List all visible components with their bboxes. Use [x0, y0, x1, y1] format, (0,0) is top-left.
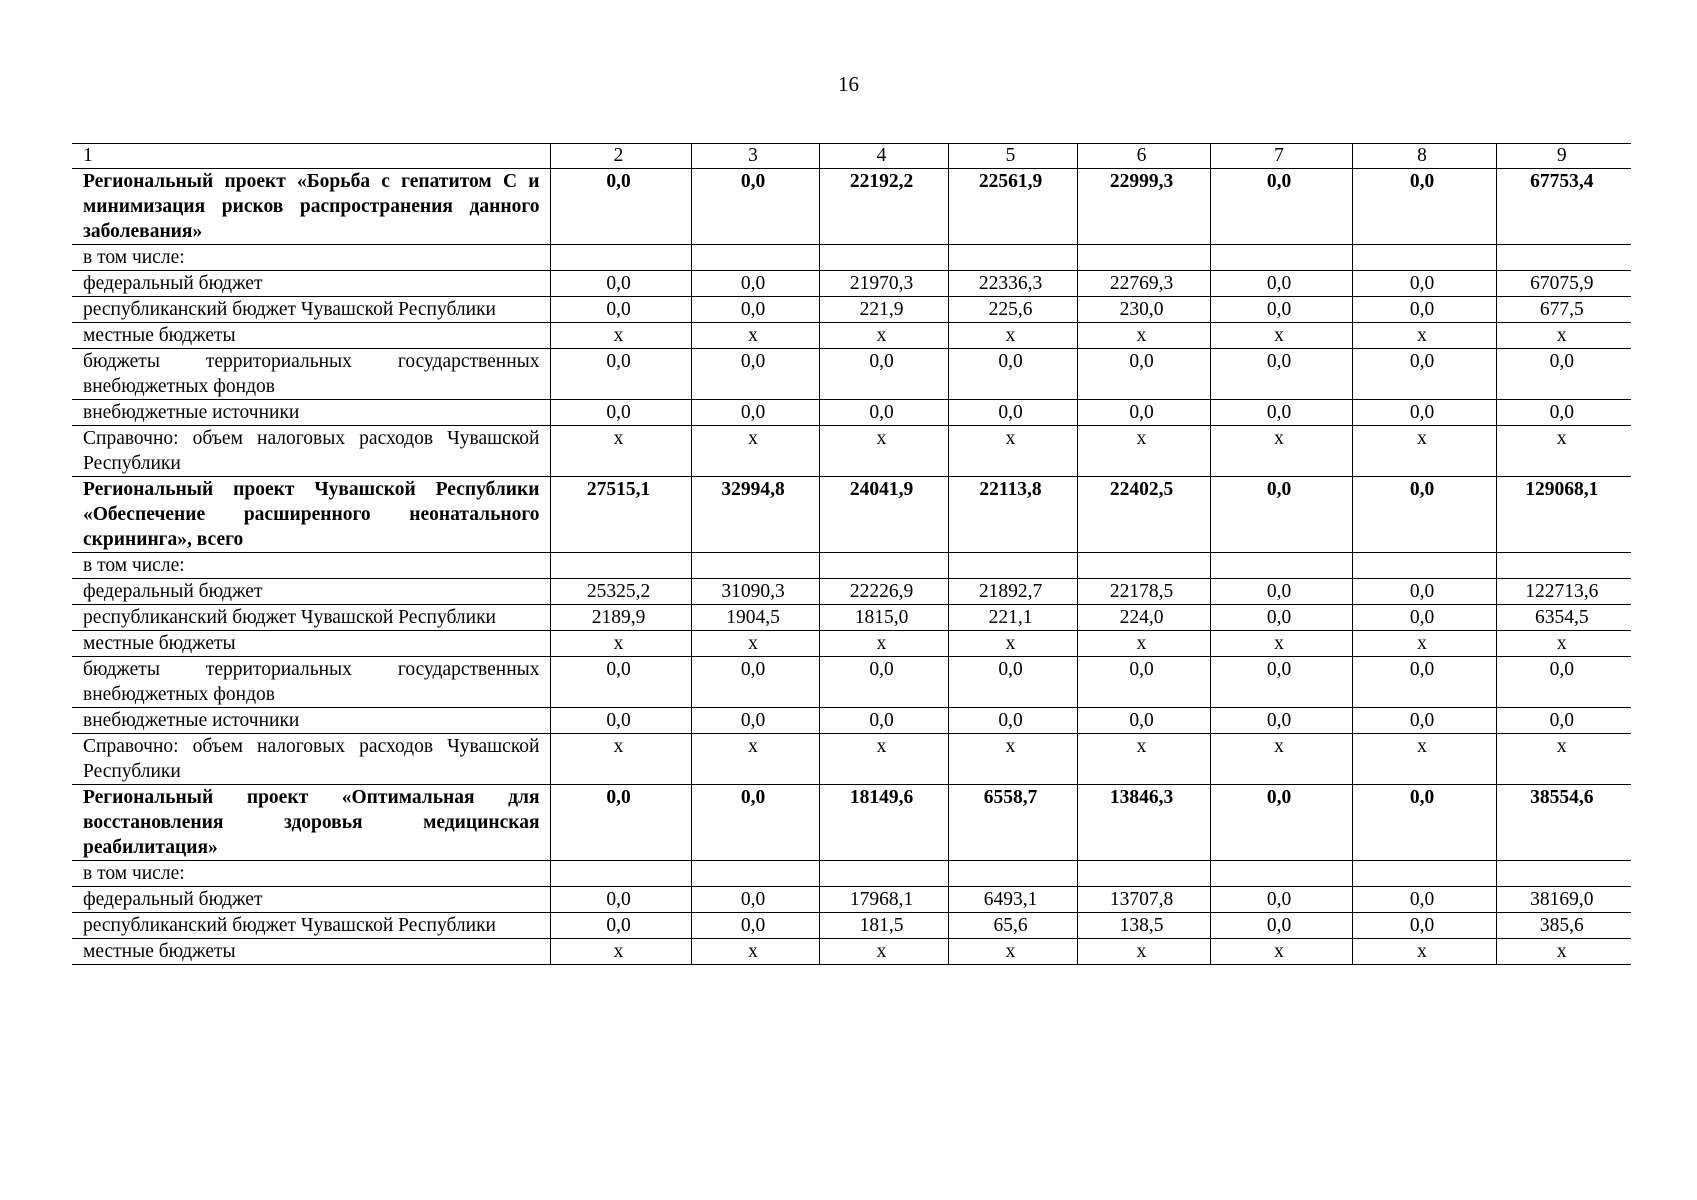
cell-value: 0,0: [1210, 169, 1352, 245]
cell-value: 0,0: [1352, 297, 1496, 323]
project-total-row: [72, 785, 1631, 861]
cell-value: 22769,3: [1077, 271, 1210, 297]
cell-value: х: [948, 939, 1077, 965]
row-label: местные бюджеты: [72, 631, 550, 657]
cell-value: 6493,1: [948, 887, 1077, 913]
cell-value: 0,0: [1210, 271, 1352, 297]
cell-value: х: [1210, 734, 1352, 785]
row-label: бюджеты территориальных государственных внебюджетных фондов: [72, 349, 550, 400]
cell-value: 0,0: [819, 400, 948, 426]
cell-value: х: [1077, 323, 1210, 349]
row-label: внебюджетные источники: [72, 708, 550, 734]
cell-value: 385,6: [1496, 913, 1631, 939]
table-row: [72, 708, 1631, 734]
cell-value: х: [819, 734, 948, 785]
cell-value: х: [948, 631, 1077, 657]
table-row: [72, 657, 1631, 708]
project-total-row: [72, 169, 1631, 245]
subheading-row: [72, 861, 1631, 887]
cell-value: 0,0: [550, 887, 691, 913]
cell-value: [691, 861, 819, 887]
cell-value: 0,0: [550, 708, 691, 734]
cell-value: 0,0: [1496, 349, 1631, 400]
row-label: Региональный проект «Оптимальная для восстановления здоровья медицинская реабилитация»: [72, 785, 550, 861]
cell-value: [819, 553, 948, 579]
cell-value: 25325,2: [550, 579, 691, 605]
row-label: Справочно: объем налоговых расходов Чувашской Республики: [72, 734, 550, 785]
cell-value: 0,0: [1210, 349, 1352, 400]
cell-value: 0,0: [691, 271, 819, 297]
column-header: 3: [691, 144, 819, 169]
cell-value: 22178,5: [1077, 579, 1210, 605]
cell-value: х: [948, 426, 1077, 477]
cell-value: 0,0: [1210, 913, 1352, 939]
cell-value: 0,0: [1352, 913, 1496, 939]
cell-value: 0,0: [948, 400, 1077, 426]
cell-value: 22561,9: [948, 169, 1077, 245]
cell-value: 21970,3: [819, 271, 948, 297]
cell-value: х: [1496, 734, 1631, 785]
cell-value: [1210, 245, 1352, 271]
subheading-row: [72, 553, 1631, 579]
cell-value: х: [691, 734, 819, 785]
column-header: 9: [1496, 144, 1631, 169]
cell-value: 0,0: [1352, 579, 1496, 605]
cell-value: 0,0: [1496, 708, 1631, 734]
cell-value: 129068,1: [1496, 477, 1631, 553]
cell-value: 21892,7: [948, 579, 1077, 605]
cell-value: 181,5: [819, 913, 948, 939]
cell-value: 0,0: [1352, 708, 1496, 734]
cell-value: х: [948, 734, 1077, 785]
table-row: [72, 426, 1631, 477]
cell-value: 13846,3: [1077, 785, 1210, 861]
budget-table: [72, 143, 1631, 965]
cell-value: 24041,9: [819, 477, 948, 553]
cell-value: 32994,8: [691, 477, 819, 553]
row-label: Региональный проект «Борьба с гепатитом С и минимизация рисков распространения данного заболевания»: [72, 169, 550, 245]
cell-value: 0,0: [691, 708, 819, 734]
cell-value: 6354,5: [1496, 605, 1631, 631]
cell-value: 17968,1: [819, 887, 948, 913]
cell-value: 0,0: [691, 657, 819, 708]
row-label: федеральный бюджет: [72, 271, 550, 297]
row-label: в том числе:: [72, 861, 550, 887]
cell-value: [550, 553, 691, 579]
cell-value: 22113,8: [948, 477, 1077, 553]
column-header: 6: [1077, 144, 1210, 169]
cell-value: 0,0: [550, 271, 691, 297]
cell-value: 0,0: [691, 887, 819, 913]
row-label: в том числе:: [72, 553, 550, 579]
cell-value: 0,0: [948, 349, 1077, 400]
cell-value: х: [691, 631, 819, 657]
cell-value: 22192,2: [819, 169, 948, 245]
cell-value: х: [691, 323, 819, 349]
cell-value: х: [819, 323, 948, 349]
cell-value: х: [1352, 631, 1496, 657]
column-header: 1: [72, 144, 550, 169]
cell-value: 677,5: [1496, 297, 1631, 323]
table-row: [72, 297, 1631, 323]
cell-value: 6558,7: [948, 785, 1077, 861]
cell-value: 22402,5: [1077, 477, 1210, 553]
table-row: [72, 323, 1631, 349]
cell-value: 27515,1: [550, 477, 691, 553]
cell-value: [948, 553, 1077, 579]
cell-value: 0,0: [1210, 605, 1352, 631]
cell-value: х: [1352, 939, 1496, 965]
row-label: республиканский бюджет Чувашской Республики: [72, 913, 550, 939]
cell-value: [1210, 553, 1352, 579]
cell-value: х: [819, 631, 948, 657]
table-row: [72, 605, 1631, 631]
cell-value: 22226,9: [819, 579, 948, 605]
cell-value: 0,0: [1210, 297, 1352, 323]
cell-value: [1352, 861, 1496, 887]
cell-value: 0,0: [1210, 400, 1352, 426]
cell-value: [1210, 861, 1352, 887]
cell-value: 31090,3: [691, 579, 819, 605]
cell-value: [1352, 245, 1496, 271]
cell-value: [1352, 553, 1496, 579]
cell-value: 0,0: [1496, 657, 1631, 708]
table-row: [72, 400, 1631, 426]
cell-value: 0,0: [691, 400, 819, 426]
cell-value: 0,0: [1077, 657, 1210, 708]
cell-value: [1077, 861, 1210, 887]
cell-value: 2189,9: [550, 605, 691, 631]
row-label: федеральный бюджет: [72, 887, 550, 913]
cell-value: 122713,6: [1496, 579, 1631, 605]
cell-value: х: [1077, 426, 1210, 477]
table-row: [72, 734, 1631, 785]
table-row: [72, 939, 1631, 965]
cell-value: 0,0: [948, 657, 1077, 708]
cell-value: [691, 245, 819, 271]
cell-value: х: [1210, 426, 1352, 477]
row-label: федеральный бюджет: [72, 579, 550, 605]
cell-value: 0,0: [550, 913, 691, 939]
cell-value: 0,0: [550, 169, 691, 245]
cell-value: х: [550, 631, 691, 657]
cell-value: 13707,8: [1077, 887, 1210, 913]
column-header: 5: [948, 144, 1077, 169]
cell-value: 138,5: [1077, 913, 1210, 939]
cell-value: 0,0: [550, 657, 691, 708]
cell-value: [819, 861, 948, 887]
header-row: [72, 144, 1631, 169]
cell-value: [1496, 861, 1631, 887]
table-body: [72, 144, 1631, 965]
column-header: 4: [819, 144, 948, 169]
cell-value: х: [819, 939, 948, 965]
cell-value: 0,0: [550, 349, 691, 400]
cell-value: 0,0: [1352, 785, 1496, 861]
cell-value: [550, 861, 691, 887]
cell-value: 0,0: [1210, 887, 1352, 913]
cell-value: 0,0: [691, 913, 819, 939]
cell-value: х: [1210, 631, 1352, 657]
cell-value: х: [1352, 734, 1496, 785]
row-label: в том числе:: [72, 245, 550, 271]
cell-value: [948, 245, 1077, 271]
cell-value: 22999,3: [1077, 169, 1210, 245]
cell-value: 65,6: [948, 913, 1077, 939]
cell-value: 0,0: [691, 785, 819, 861]
row-label: местные бюджеты: [72, 323, 550, 349]
cell-value: 0,0: [1210, 579, 1352, 605]
cell-value: 221,9: [819, 297, 948, 323]
table-row: [72, 913, 1631, 939]
cell-value: х: [1496, 426, 1631, 477]
cell-value: х: [550, 323, 691, 349]
cell-value: х: [550, 734, 691, 785]
cell-value: 0,0: [819, 349, 948, 400]
cell-value: [1077, 245, 1210, 271]
cell-value: х: [1352, 323, 1496, 349]
cell-value: х: [1077, 939, 1210, 965]
cell-value: [691, 553, 819, 579]
cell-value: 0,0: [1352, 349, 1496, 400]
cell-value: 0,0: [948, 708, 1077, 734]
cell-value: х: [1210, 939, 1352, 965]
row-label: внебюджетные источники: [72, 400, 550, 426]
cell-value: 0,0: [691, 169, 819, 245]
table-row: [72, 349, 1631, 400]
cell-value: [819, 245, 948, 271]
table-row: [72, 579, 1631, 605]
cell-value: 0,0: [1496, 400, 1631, 426]
cell-value: 0,0: [1210, 785, 1352, 861]
project-total-row: [72, 477, 1631, 553]
cell-value: х: [1352, 426, 1496, 477]
cell-value: 0,0: [691, 297, 819, 323]
cell-value: 0,0: [1210, 708, 1352, 734]
cell-value: [550, 245, 691, 271]
cell-value: 0,0: [550, 400, 691, 426]
cell-value: х: [550, 426, 691, 477]
row-label: Региональный проект Чувашской Республики «Обеспечение расширенного неонатального скрининга», всего: [72, 477, 550, 553]
page-number: 16: [838, 72, 859, 96]
cell-value: 0,0: [1352, 657, 1496, 708]
cell-value: 0,0: [1352, 271, 1496, 297]
cell-value: [948, 861, 1077, 887]
cell-value: 0,0: [1077, 708, 1210, 734]
column-header: 7: [1210, 144, 1352, 169]
cell-value: х: [1077, 734, 1210, 785]
cell-value: [1496, 245, 1631, 271]
table-row: [72, 271, 1631, 297]
cell-value: 0,0: [1352, 477, 1496, 553]
cell-value: 1904,5: [691, 605, 819, 631]
cell-value: 224,0: [1077, 605, 1210, 631]
cell-value: 0,0: [1210, 477, 1352, 553]
table-row: [72, 631, 1631, 657]
cell-value: 0,0: [819, 708, 948, 734]
row-label: местные бюджеты: [72, 939, 550, 965]
cell-value: 1815,0: [819, 605, 948, 631]
cell-value: х: [1077, 631, 1210, 657]
cell-value: х: [1496, 323, 1631, 349]
cell-value: [1496, 553, 1631, 579]
cell-value: 0,0: [1352, 605, 1496, 631]
cell-value: х: [819, 426, 948, 477]
cell-value: 38169,0: [1496, 887, 1631, 913]
cell-value: х: [691, 939, 819, 965]
cell-value: 0,0: [1077, 349, 1210, 400]
cell-value: 18149,6: [819, 785, 948, 861]
column-header: 8: [1352, 144, 1496, 169]
cell-value: 0,0: [691, 349, 819, 400]
cell-value: х: [1496, 939, 1631, 965]
cell-value: 0,0: [819, 657, 948, 708]
row-label: бюджеты территориальных государственных внебюджетных фондов: [72, 657, 550, 708]
cell-value: 38554,6: [1496, 785, 1631, 861]
row-label: республиканский бюджет Чувашской Республики: [72, 605, 550, 631]
cell-value: 0,0: [1210, 657, 1352, 708]
cell-value: 0,0: [550, 297, 691, 323]
cell-value: 0,0: [1352, 400, 1496, 426]
cell-value: х: [1496, 631, 1631, 657]
cell-value: 22336,3: [948, 271, 1077, 297]
cell-value: 0,0: [1077, 400, 1210, 426]
cell-value: х: [1210, 323, 1352, 349]
cell-value: х: [948, 323, 1077, 349]
table-row: [72, 887, 1631, 913]
column-header: 2: [550, 144, 691, 169]
cell-value: 0,0: [550, 785, 691, 861]
cell-value: х: [550, 939, 691, 965]
subheading-row: [72, 245, 1631, 271]
row-label: Справочно: объем налоговых расходов Чувашской Республики: [72, 426, 550, 477]
cell-value: 67753,4: [1496, 169, 1631, 245]
cell-value: 230,0: [1077, 297, 1210, 323]
cell-value: 221,1: [948, 605, 1077, 631]
cell-value: 0,0: [1352, 887, 1496, 913]
cell-value: 0,0: [1352, 169, 1496, 245]
cell-value: 225,6: [948, 297, 1077, 323]
row-label: республиканский бюджет Чувашской Республики: [72, 297, 550, 323]
cell-value: х: [691, 426, 819, 477]
cell-value: [1077, 553, 1210, 579]
cell-value: 67075,9: [1496, 271, 1631, 297]
